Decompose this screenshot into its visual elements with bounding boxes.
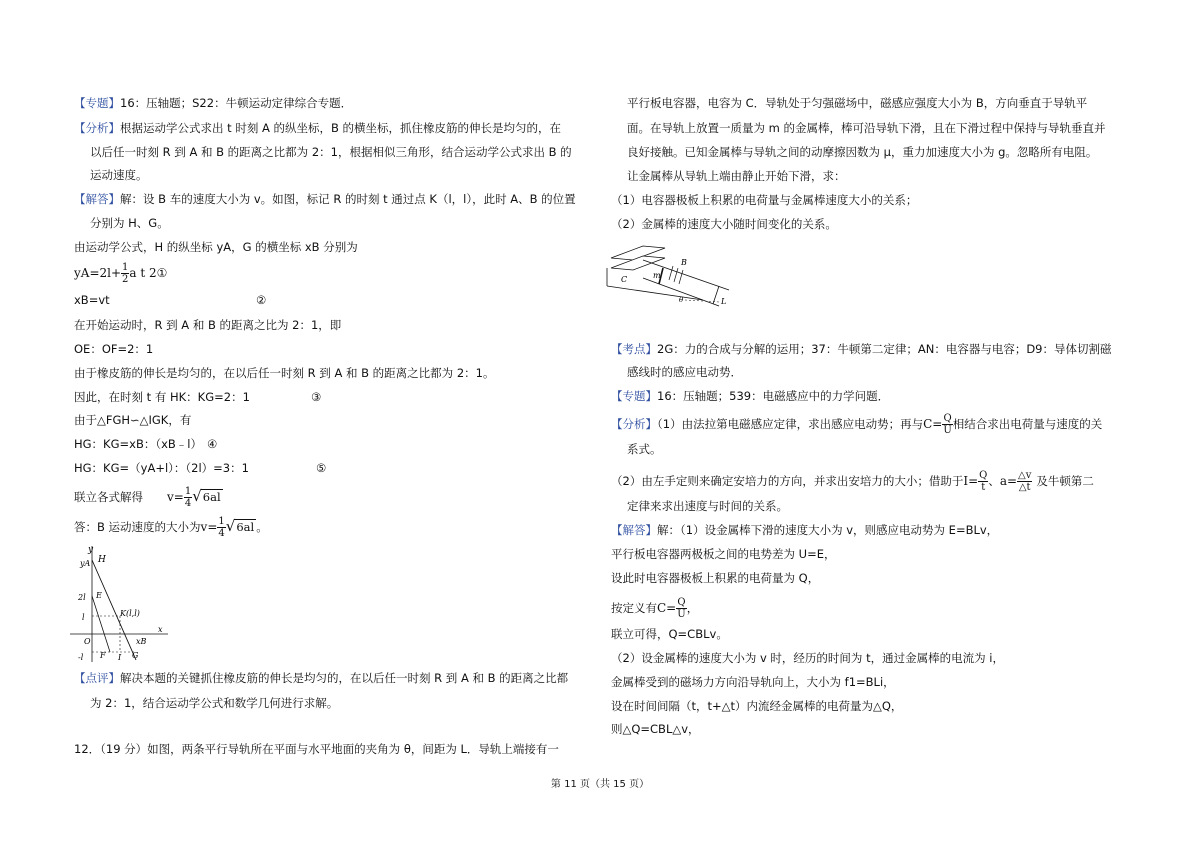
cap-den: U [943, 425, 952, 436]
left-line-20: 为 2：1，结合运动学公式和数学几何进行求解。 [90, 696, 339, 710]
capacitance-c: C= [923, 417, 943, 431]
left-line-12: 由于橡皮筋的伸长是均匀的，在以后任一时刻 R 到 A 和 B 的距离之比都为 2：1。 [74, 366, 495, 380]
equation-2: xB=vt [74, 293, 110, 307]
left-line-13: 因此，在时刻 t 有 HK：KG=2：1 [74, 390, 250, 404]
right-line-9 [611, 389, 889, 403]
right-line-17 [611, 597, 698, 620]
coordinate-graph [64, 540, 174, 664]
analysis-tag: 【分析】 [74, 121, 120, 135]
right-line-15: 平行板电容器两极板之间的电势差为 U=E， [611, 547, 836, 561]
keypoint-tag: 【考点】 [611, 342, 657, 356]
accel-den: △t [1018, 482, 1031, 493]
topic-tag-2: 【专题】 [611, 389, 657, 403]
solve-fraction [184, 486, 192, 509]
current-den: t [981, 482, 986, 493]
left-line-14: 由于△FGH∽△IGK，有 [74, 413, 192, 427]
right-line-12 [611, 470, 1094, 493]
field-line-3 [679, 270, 683, 284]
label-y: y [88, 545, 94, 555]
left-line-17 [74, 486, 223, 509]
label-E: E [96, 591, 102, 600]
left-line-6: 分别为 H、G。 [90, 216, 169, 230]
left-line-18 [74, 516, 268, 539]
label-H: H [98, 555, 106, 565]
label-I: I [118, 653, 122, 662]
page-footer: 第 11 页（共 15 页） [550, 779, 650, 790]
solve-radicand: 6al [202, 490, 221, 504]
answer-v: v= [200, 520, 218, 534]
answer-fraction [217, 516, 225, 539]
label-theta: θ [679, 296, 684, 304]
right-line-1: 平行板电容器，电容为 C．导轨处于匀强磁场中，磁感应强度大小为 B，方向垂直于导轨平 [627, 96, 1088, 110]
right-line-10 [611, 413, 1102, 436]
left-line-19 [74, 671, 568, 685]
left-line-3: 以后任一时刻 R 到 A 和 B 的距离之比都为 2：1，根据相似三角形，结合运动学公式求出 B 的 [90, 145, 572, 159]
sqrt-symbol: √ [192, 487, 202, 505]
right-line-8: 感线时的感应电动势． [627, 365, 742, 379]
label-yA: yA [80, 559, 91, 568]
analysis-tag-2: 【分析】 [611, 417, 657, 431]
analysis-2-text: （2）由左手定则来确定安培力的方向，并求出安培力的大小；借助于 [611, 474, 964, 488]
right-line-21: 设在时间间隔（t，t+△t）内流经金属棒的电荷量为△Q， [611, 699, 903, 713]
answer-radicand: 6al [236, 520, 255, 534]
keypoint-text: 2G：力的合成与分解的运用；37：牛顿第二定律；AN：电容器与电容；D9：导体切割磁 [657, 342, 1112, 356]
rail-figure [603, 238, 743, 314]
left-line-7: 由运动学公式，H 的纵坐标 yA，G 的横坐标 xB 分别为 [74, 240, 358, 254]
label-O: O [84, 637, 91, 646]
accel-num: △v [1018, 470, 1032, 481]
solve-num: 1 [184, 486, 192, 497]
capacitance-fraction [942, 413, 952, 436]
solution-text-2: 解：（1）设金属棒下滑的速度大小为 v，则感应电动势为 E=BLv， [657, 523, 999, 537]
right-line-20: 金属棒受到的磁场力方向沿导轨向上，大小为 f1=BLi， [611, 675, 895, 689]
answer-end: 。 [256, 520, 268, 534]
definition-c: C= [657, 601, 677, 615]
left-line-2 [74, 121, 561, 135]
analysis-text-2b: 相结合求出电荷量与速度的关 [952, 417, 1103, 431]
label-G: G [132, 651, 139, 660]
equation-3-mark: ③ [311, 390, 322, 404]
analysis-text: 根据运动学公式求出 t 时刻 A 的纵坐标，B 的横坐标，抓住橡皮筋的伸长是均匀的，在 [120, 121, 562, 135]
equation-4-mark: ④ [207, 437, 218, 451]
solve-label: 联立各式解得 [74, 490, 143, 504]
topic-text: 16：压轴题；S22：牛顿运动定律综合专题． [120, 96, 353, 110]
cap-num: Q [943, 413, 952, 424]
left-line-15: HG：KG=xB：（xB﹣l） [74, 437, 202, 451]
right-line-18: 联立可得，Q=CBLv。 [611, 627, 728, 641]
right-line-3: 良好接触。已知金属棒与导轨之间的动摩擦因数为 μ，重力加速度大小为 g。忽略所有电阻。 [627, 145, 1098, 159]
left-line-4: 运动速度。 [90, 168, 148, 182]
label-minus-l: -l [78, 653, 84, 662]
field-line-1 [669, 266, 673, 280]
solve-v: v= [167, 490, 184, 504]
label-2l: 2l [78, 593, 86, 602]
label-xB: xB [136, 637, 147, 646]
solution-tag-2: 【解答】 [611, 523, 657, 537]
right-line-22: 则△Q=CBL△v， [611, 722, 700, 736]
rail-end [713, 286, 719, 304]
eq1-den: 2 [122, 274, 129, 285]
definition-label: 按定义有 [611, 601, 657, 615]
equation-2-mark: ② [256, 293, 267, 307]
left-line-11: OE：OF=2：1 [74, 342, 154, 356]
accel-fraction [1017, 470, 1032, 493]
base-bottom [607, 286, 703, 300]
equation-1 [74, 262, 167, 285]
left-line-16: HG：KG=（yA+l）：（2l）=3：1 [74, 461, 249, 475]
right-line-4: 让金属棒从导轨上端由静止开始下滑，求： [627, 169, 846, 183]
answer-den: 4 [218, 528, 225, 539]
eq1-num: 1 [122, 262, 129, 273]
definition-end: ， [686, 601, 699, 615]
label-B: B [681, 258, 687, 267]
right-line-16: 设此时电容器极板上积累的电荷量为 Q， [611, 571, 820, 585]
eq1-rhs: a t 2① [129, 266, 168, 280]
field-line-2 [674, 268, 678, 282]
answer-label: 答：B 运动速度的大小为 [74, 520, 201, 534]
right-line-19: （2）设金属棒的速度大小为 v 时，经历的时间为 t，通过金属棒的电流为 i， [611, 651, 1004, 665]
right-line-5: （1）电容器极板上积累的电荷量与金属棒速度大小的关系； [611, 193, 918, 207]
topic-text-2: 16：压轴题；539：电磁感应中的力学问题． [657, 389, 890, 403]
current-i: I= [963, 474, 979, 488]
right-line-6: （2）金属棒的速度大小随时间变化的关系。 [611, 217, 837, 231]
solve-den: 4 [184, 498, 192, 509]
current-fraction [978, 470, 988, 493]
analysis-text-2a: （1）由法拉第电磁感应定律，求出感应电动势；再与 [657, 417, 924, 431]
comment-text: 解决本题的关键抓住橡皮筋的伸长是均匀的，在以后任一时刻 R 到 A 和 B 的距离之比都 [120, 671, 569, 685]
question-12: 12．（19 分）如图，两条平行导轨所在平面与水平地面的夹角为 θ，间距为 L．导轨上端接有一 [74, 742, 559, 756]
label-x: x [158, 625, 163, 634]
solution-text: 解：设 B 车的速度大小为 v。如图，标记 R 的时刻 t 通过点 K（l，l），此时 A、B 的位置 [120, 192, 576, 206]
right-line-2: 面。在导轨上放置一质量为 m 的金属棒，棒可沿导轨下滑，且在下滑过程中保持与导轨垂直并 [627, 121, 1106, 135]
label-K: K(l,l) [120, 609, 140, 618]
right-line-11: 系式。 [627, 442, 662, 456]
sqrt-symbol: √ [225, 517, 236, 535]
comment-tag: 【点评】 [74, 671, 120, 685]
analysis-2-tail: 及牛顿第二 [1036, 474, 1094, 488]
label-L: L [721, 297, 727, 306]
def-den: U [677, 609, 686, 620]
definition-fraction [676, 597, 686, 620]
sep-comma: 、 [988, 474, 1000, 488]
current-num: Q [979, 470, 988, 481]
left-line-10: 在开始运动时，R 到 A 和 B 的距离之比为 2：1，即 [74, 318, 342, 332]
accel-a: a= [999, 474, 1018, 488]
label-m: m [653, 271, 661, 280]
label-C: C [621, 275, 628, 284]
right-line-7 [611, 342, 1112, 356]
equation-5-mark: ⑤ [316, 461, 327, 475]
label-F: F [100, 651, 106, 660]
right-line-14 [611, 523, 998, 537]
left-line-1 [74, 96, 352, 110]
label-l: l [82, 613, 85, 622]
topic-tag: 【专题】 [74, 96, 120, 110]
eq1-lhs: yA=2l+ [74, 266, 122, 280]
def-num: Q [677, 597, 686, 608]
right-line-13: 定律来求出速度与时间的关系。 [627, 499, 788, 513]
solution-tag: 【解答】 [74, 192, 120, 206]
answer-num: 1 [218, 516, 225, 527]
left-line-5 [74, 192, 576, 206]
line-EF [92, 596, 110, 652]
